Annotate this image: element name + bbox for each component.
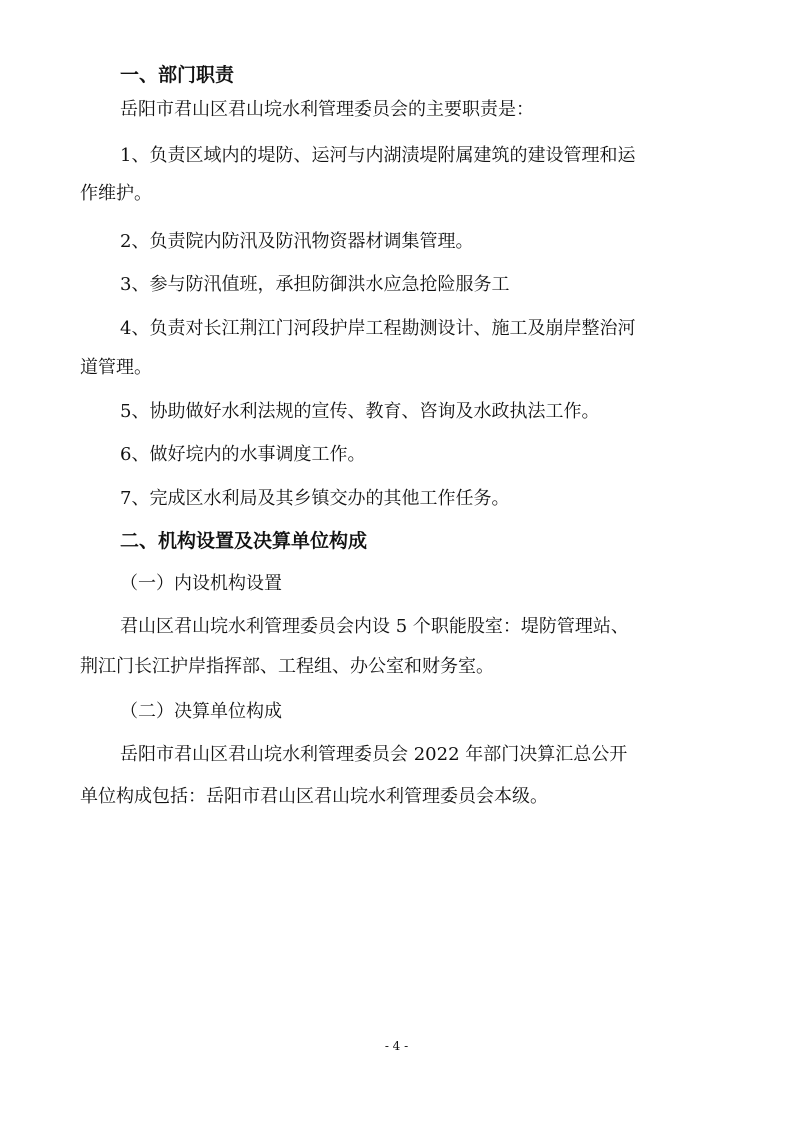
section-1-heading: 一、部门职责 xyxy=(120,64,235,86)
duty-item-3: 3、参与防汛值班，承担防御洪水应急抢险服务工 xyxy=(120,274,510,295)
duty-item-1-line-1: 1、负责区域内的堤防、运河与内湖渍堤附属建筑的建设管理和运 xyxy=(120,145,636,166)
subsection-1-text-line-2: 荆江门长江护岸指挥部、工程组、办公室和财务室。 xyxy=(80,656,494,677)
duty-item-1-line-2: 作维护。 xyxy=(80,183,152,204)
duty-item-7: 7、完成区水利局及其乡镇交办的其他工作任务。 xyxy=(120,488,510,509)
section-1-intro: 岳阳市君山区君山垸水利管理委员会的主要职责是： xyxy=(120,99,534,120)
duty-item-5: 5、协助做好水利法规的宣传、教育、咨询及水政执法工作。 xyxy=(120,401,600,422)
subsection-1-heading: （一）内设机构设置 xyxy=(120,573,282,594)
duty-item-4-line-1: 4、负责对长江荆江门河段护岸工程勘测设计、施工及崩岸整治河 xyxy=(120,318,636,339)
subsection-2-text-line-2: 单位构成包括：岳阳市君山区君山垸水利管理委员会本级。 xyxy=(80,786,548,807)
subsection-2-heading: （二）决算单位构成 xyxy=(120,701,282,722)
duty-item-6: 6、做好垸内的水事调度工作。 xyxy=(120,444,366,465)
page-number: - 4 - xyxy=(384,1039,409,1053)
section-2-heading: 二、机构设置及决算单位构成 xyxy=(120,530,368,552)
subsection-1-text-line-1: 君山区君山垸水利管理委员会内设 5 个职能股室：堤防管理站、 xyxy=(120,616,629,637)
duty-item-2: 2、负责院内防汛及防汛物资器材调集管理。 xyxy=(120,231,474,252)
duty-item-4-line-2: 道管理。 xyxy=(80,357,152,378)
subsection-2-text-line-1: 岳阳市君山区君山垸水利管理委员会 2022 年部门决算汇总公开 xyxy=(120,744,628,765)
